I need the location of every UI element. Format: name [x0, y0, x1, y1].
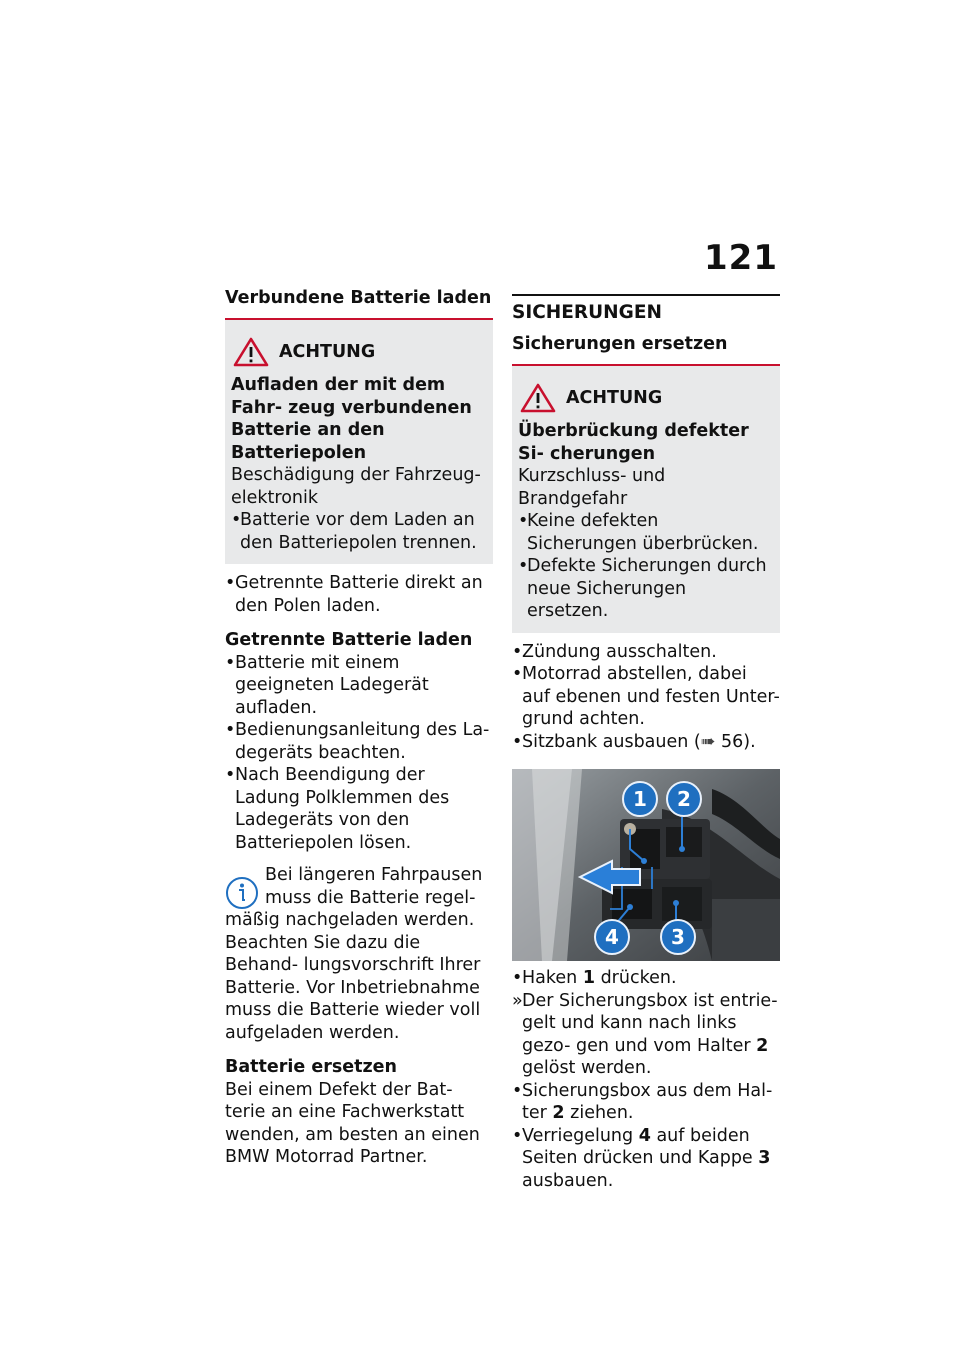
ref-number: 2	[756, 1035, 769, 1056]
warning-consequence: Kurzschluss- und Brandgefahr	[518, 466, 666, 509]
warning-header	[518, 380, 768, 416]
fuse-box-photo	[512, 769, 780, 961]
replace-text: Bei einem Defekt der Bat- terie an eine Fachwerkstatt wenden, am besten an einen BMW Motorrad Partner.	[225, 1079, 480, 1167]
step-text: Bedienungsanleitung des La- degeräts beachten.	[235, 720, 490, 763]
step-text: Verriegelung	[522, 1125, 639, 1146]
info-note	[225, 864, 493, 1044]
warning-triangle-icon	[520, 383, 556, 413]
result-text-end: gelöst werden.	[522, 1058, 652, 1078]
step-text: Zündung ausschalten.	[522, 641, 717, 662]
step-text: Sicherungsbox aus dem Hal- ter	[522, 1080, 773, 1123]
warning-box	[225, 320, 493, 564]
step-text: Batterie mit einem geeigneten Ladegerät aufladen.	[235, 652, 429, 718]
step-text: Haken	[522, 968, 583, 988]
warning-header	[231, 334, 481, 370]
page-ref-number: 56	[721, 731, 744, 752]
right-column	[512, 286, 780, 1192]
step-list	[512, 641, 780, 754]
ref-number: 2	[552, 1103, 565, 1123]
step-item: • Getrennte Batterie direkt an den Polen laden.	[225, 573, 483, 616]
page-ref-link[interactable]	[701, 732, 744, 752]
step-text-end: ausbauen.	[522, 1170, 614, 1191]
warning-bullet: • Defekte Sicherungen durch neue Sicherungen ersetzen.	[518, 556, 767, 621]
result-item: » Der Sicherungsbox ist entrie- gelt und kann nach links gezo- gen und vom Halter 2 gelöst werden.	[512, 990, 778, 1078]
warning-triangle-icon	[233, 337, 269, 367]
step-text: Nach Beendigung der Ladung Polklemmen des Ladegeräts von den Batteriepolen lösen.	[235, 765, 450, 853]
step-text-mid: auf beiden Seiten drücken und Kappe	[522, 1125, 759, 1168]
step-item: • Haken 1 drücken.	[512, 968, 677, 988]
warning-consequence: Beschädigung der Fahrzeug- elektronik	[231, 465, 481, 508]
left-heading: Verbundene Batterie laden	[225, 288, 492, 308]
page-number: 121	[704, 238, 778, 278]
ref-number: 3	[758, 1148, 771, 1168]
section-rule	[512, 294, 780, 296]
warning-cause: Aufladen der mit dem Fahr- zeug verbundenen Batterie an den Batteriepolen	[231, 375, 472, 463]
result-text: Der Sicherungsbox ist entrie- gelt und kann nach links gezo- gen und vom Halter	[522, 990, 778, 1056]
step-item: • Motorrad abstellen, dabei auf ebenen und festen Unter- grund achten.	[512, 664, 780, 729]
ref-number: 1	[582, 968, 596, 988]
warning-bullet-text: Batterie vor dem Laden an den Batteriepolen trennen.	[240, 510, 477, 553]
step-item: • Zündung ausschalten.	[512, 641, 717, 662]
step-text-end: ziehen.	[564, 1103, 634, 1123]
callout-badge-4: 4	[594, 919, 630, 955]
step-text-end: drücken.	[595, 968, 677, 988]
warning-box	[512, 366, 780, 633]
warning-bullet-text: Keine defekten Sicherungen überbrücken.	[527, 511, 759, 554]
page-ref-arrow-icon: ➠	[700, 731, 716, 752]
info-icon	[225, 876, 259, 910]
step-list	[512, 967, 780, 1192]
subheading-ersetzen: Batterie ersetzen	[225, 1057, 398, 1077]
warning-bullet: • Batterie vor dem Laden an den Batteriepolen trennen.	[231, 510, 477, 553]
section-title: SICHERUNGEN	[512, 302, 662, 323]
step-item: • Nach Beendigung der Ladung Polklemmen des Ladegeräts von den Batteriepolen lösen.	[225, 765, 450, 853]
warning-cause: Überbrückung defekter Si- cherungen	[518, 421, 749, 464]
info-text-wrap	[225, 864, 493, 1044]
info-text: Bei längeren Fahrpausen muss die Batterie regel- mäßig nachgeladen werden. Beachten Sie dazu die Behand- lungsvorschrift Ihrer Batterie. Vor Inbetriebnahme muss die Batterie wieder voll aufgeladen werden.	[225, 865, 483, 1043]
step-item: • Sitzbank ausbauen (➠ 56).	[512, 731, 756, 752]
callout-badge-3: 3	[660, 919, 696, 955]
step-item: • Batterie mit einem geeigneten Ladegerät aufladen.	[225, 652, 429, 718]
right-heading: Sicherungen ersetzen	[512, 334, 728, 354]
ref-number: 4	[638, 1125, 651, 1146]
warning-bullet-text: Defekte Sicherungen durch neue Sicherungen ersetzen.	[527, 556, 767, 621]
step-text: Sitzbank ausbauen (	[522, 731, 701, 752]
warning-label: ACHTUNG	[566, 387, 663, 408]
subheading-laden: Getrennte Batterie laden	[225, 630, 473, 650]
warning-label: ACHTUNG	[279, 341, 376, 362]
step-text-end: ).	[743, 731, 756, 752]
callout-badge-2: 2	[666, 781, 702, 817]
left-column	[225, 286, 493, 1169]
step-item: • Bedienungsanleitung des La- degeräts beachten.	[225, 720, 490, 763]
step-item: • Verriegelung 4 auf beiden Seiten drücken und Kappe 3 ausbauen.	[512, 1125, 771, 1191]
step-text: Getrennte Batterie direkt an den Polen laden.	[235, 573, 483, 616]
step-list	[225, 652, 493, 855]
step-text: Motorrad abstellen, dabei auf ebenen und festen Unter- grund achten.	[522, 664, 780, 729]
warning-bullet: • Keine defekten Sicherungen überbrücken.	[518, 511, 759, 554]
callout-badge-1: 1	[622, 781, 658, 817]
step-item: • Sicherungsbox aus dem Hal- ter 2 ziehen.	[512, 1080, 773, 1123]
